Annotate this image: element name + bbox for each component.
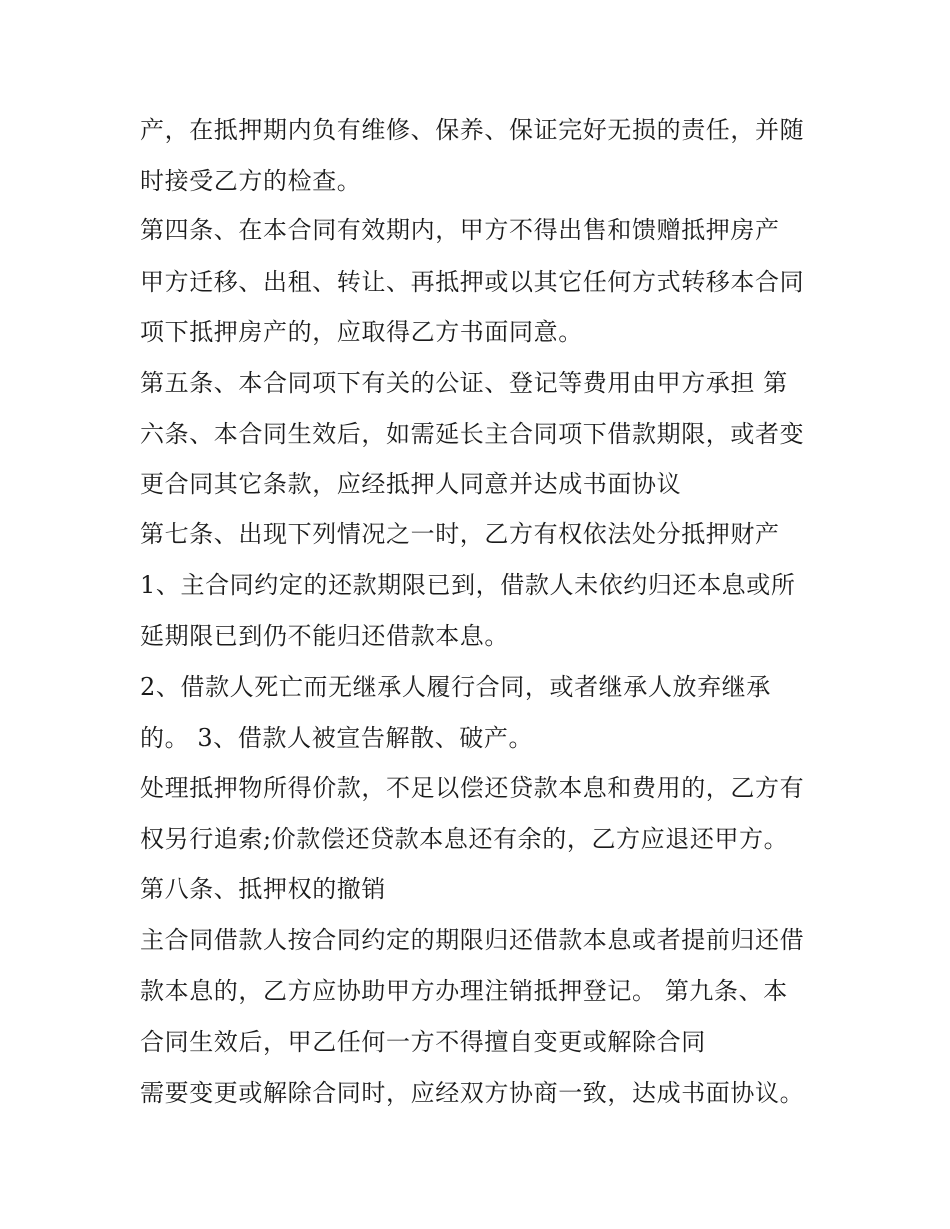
- text-line: 项下抵押房产的，应取得乙方书面同意。: [140, 318, 583, 346]
- text-line: 第八条、抵押权的撤销: [140, 875, 386, 903]
- text-line: 的。 3、借款人被宣告解散、破产。: [140, 724, 534, 752]
- text-line: 主合同借款人按合同约定的期限归还借款本息或者提前归还借: [140, 926, 805, 954]
- text-line: 款本息的，乙方应协助甲方办理注销抵押登记。 第九条、本: [140, 977, 788, 1005]
- text-line: 更合同其它条款，应经抵押人同意并达成书面协议: [140, 470, 682, 498]
- text-line: 权另行追索;价款偿还贷款本息还有余的，乙方应退还甲方。: [140, 825, 789, 853]
- text-line: 第五条、本合同项下有关的公证、登记等费用由甲方承担 第: [140, 369, 788, 397]
- text-line: 合同生效后，甲乙任何一方不得擅自变更或解除合同: [140, 1028, 706, 1056]
- text-line: 时接受乙方的检查。: [140, 167, 362, 195]
- text-line: 需要变更或解除合同时，应经双方协商一致，达成书面协议。: [140, 1079, 805, 1107]
- text-line: 处理抵押物所得价款，不足以偿还贷款本息和费用的，乙方有: [140, 774, 805, 802]
- text-line: 延期限已到仍不能归还借款本息。: [140, 622, 509, 650]
- text-line: 1、主合同约定的还款期限已到，借款人未依约归还本息或所: [140, 571, 796, 599]
- text-line: 2、借款人死亡而无继承人履行合同，或者继承人放弃继承: [140, 673, 771, 701]
- text-line: 甲方迁移、出租、转让、再抵押或以其它任何方式转移本合同: [140, 268, 805, 296]
- text-line: 产，在抵押期内负有维修、保养、保证完好无损的责任，并随: [140, 116, 805, 144]
- text-line: 第七条、出现下列情况之一时，乙方有权依法处分抵押财产: [140, 520, 780, 548]
- text-line: 六条、本合同生效后，如需延长主合同项下借款期限，或者变: [140, 420, 805, 448]
- text-line: 第四条、在本合同有效期内，甲方不得出售和馈赠抵押房产: [140, 216, 780, 244]
